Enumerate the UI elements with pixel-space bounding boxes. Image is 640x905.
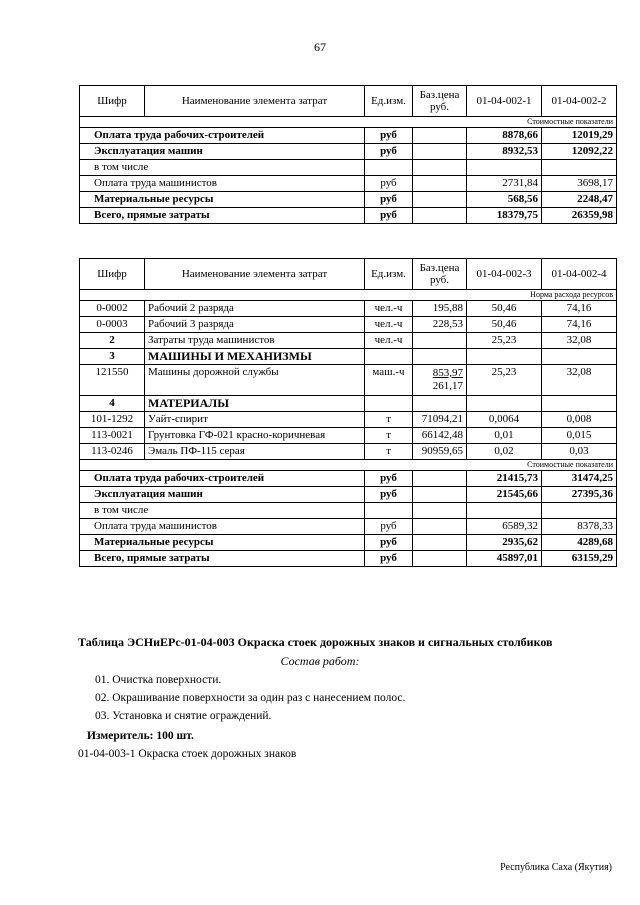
row-unit: т: [365, 428, 413, 444]
price-bottom: 261,17: [432, 380, 463, 392]
row-value-2: 74,16: [542, 317, 617, 333]
table-row: [80, 365, 617, 396]
row-code: 2: [80, 333, 145, 349]
row-value-1: 50,46: [467, 301, 542, 317]
header-code: Шифр: [80, 259, 145, 290]
row-code: 113-0246: [80, 444, 145, 460]
row-value-2: [542, 160, 617, 176]
work-item: 03. Установка и снятие ограждений.: [95, 710, 272, 722]
row-name: в том числе: [80, 160, 365, 176]
header-col-1: 01-04-002-1: [467, 86, 542, 117]
cost-table-1: [79, 85, 617, 224]
row-name: Оплата труда машинистов: [80, 519, 365, 535]
row-value-1: 568,56: [467, 192, 542, 208]
row-unit: руб: [365, 208, 413, 224]
row-value-1: 25,23: [467, 333, 542, 349]
table-header-row: [80, 86, 617, 117]
row-value-1: 45897,01: [467, 551, 542, 567]
row-unit: маш.-ч: [365, 365, 413, 396]
row-price: 66142,48: [413, 428, 467, 444]
header-col-1: 01-04-002-3: [467, 259, 542, 290]
section-label: Норма расхода ресурсов: [80, 290, 617, 301]
row-unit: руб: [365, 128, 413, 144]
row-unit: руб: [365, 144, 413, 160]
row-name: Уайт-спирит: [145, 412, 365, 428]
price-top: 853,97: [432, 367, 463, 379]
row-value-2: [542, 503, 617, 519]
row-price: [413, 208, 467, 224]
row-price: [413, 519, 467, 535]
cost-row: [80, 503, 617, 519]
row-value-2: 2248,47: [542, 192, 617, 208]
row-price: 228,53: [413, 317, 467, 333]
row-value-2: 0,015: [542, 428, 617, 444]
row-value-2: 27395,36: [542, 487, 617, 503]
row-code: 101-1292: [80, 412, 145, 428]
row-unit: чел.-ч: [365, 317, 413, 333]
row-price: [413, 535, 467, 551]
row-unit: руб: [365, 551, 413, 567]
row-unit: руб: [365, 471, 413, 487]
row-name: Рабочий 3 разряда: [145, 317, 365, 333]
row-unit: [365, 160, 413, 176]
row-value-2: 12092,22: [542, 144, 617, 160]
row-value-1: 21415,73: [467, 471, 542, 487]
cost-row: [80, 144, 617, 160]
row-value-2: 0,008: [542, 412, 617, 428]
row-unit: руб: [365, 535, 413, 551]
row-value-1: 21545,66: [467, 487, 542, 503]
cost-row: [80, 519, 617, 535]
group-code: 3: [80, 349, 145, 365]
row-unit: чел.-ч: [365, 333, 413, 349]
row-name: Материальные ресурсы: [80, 535, 365, 551]
row-name: Всего, прямые затраты: [80, 208, 365, 224]
item-code-line: 01-04-003-1 Окраска стоек дорожных знаков: [78, 748, 297, 760]
section-label: Стоимостные показатели: [80, 460, 617, 471]
header-unit: Ед.изм.: [365, 259, 413, 290]
row-name: Затраты труда машинистов: [145, 333, 365, 349]
row-value-1: [467, 160, 542, 176]
row-name: в том числе: [80, 503, 365, 519]
row-price: 71094,21: [413, 412, 467, 428]
group-header-row: [80, 349, 617, 365]
table-title: Таблица ЭСНиЕРс-01-04-003 Окраска стоек дорожных знаков и сигнальных столбиков: [78, 635, 553, 649]
row-unit: т: [365, 412, 413, 428]
header-base-price: Баз.цена руб.: [413, 86, 467, 117]
row-price: [413, 471, 467, 487]
region-footer: Республика Саха (Якутия): [500, 862, 612, 873]
cost-row: [80, 551, 617, 567]
work-item: 02. Окрашивание поверхности за один раз с нанесением полос.: [95, 692, 406, 704]
row-value-2: 3698,17: [542, 176, 617, 192]
group-header-row: [80, 396, 617, 412]
table-row: [80, 444, 617, 460]
row-value-1: 25,23: [467, 365, 542, 396]
table-row: [80, 428, 617, 444]
table-header-row: [80, 259, 617, 290]
group-title: МАТЕРИАЛЫ: [145, 396, 365, 412]
row-price: [413, 551, 467, 567]
header-col-2: 01-04-002-4: [542, 259, 617, 290]
row-name: Всего, прямые затраты: [80, 551, 365, 567]
row-value-1: 6589,32: [467, 519, 542, 535]
header-unit: Ед.изм.: [365, 86, 413, 117]
row-code: 0-0002: [80, 301, 145, 317]
cost-row: [80, 160, 617, 176]
row-value-1: [467, 503, 542, 519]
row-unit: руб: [365, 192, 413, 208]
row-price: [413, 503, 467, 519]
row-name: Оплата труда машинистов: [80, 176, 365, 192]
row-unit: [365, 503, 413, 519]
row-value-2: 4289,68: [542, 535, 617, 551]
header-base-price: Баз.цена руб.: [413, 259, 467, 290]
cost-row: [80, 208, 617, 224]
row-value-2: 12019,29: [542, 128, 617, 144]
row-unit: чел.-ч: [365, 301, 413, 317]
row-price: [413, 487, 467, 503]
row-unit: руб: [365, 519, 413, 535]
row-code: 121550: [80, 365, 145, 396]
row-value-2: 32,08: [542, 365, 617, 396]
row-name: Материальные ресурсы: [80, 192, 365, 208]
row-name: Грунтовка ГФ-021 красно-коричневая: [145, 428, 365, 444]
meter-label: Измеритель: 100 шт.: [87, 730, 194, 742]
table-row: [80, 412, 617, 428]
header-code: Шифр: [80, 86, 145, 117]
row-value-1: 0,0064: [467, 412, 542, 428]
row-unit: руб: [365, 487, 413, 503]
section-label: Стоимостные показатели: [80, 117, 617, 128]
cost-row: [80, 192, 617, 208]
row-value-2: 32,08: [542, 333, 617, 349]
group-code: 4: [80, 396, 145, 412]
group-title: МАШИНЫ И МЕХАНИЗМЫ: [145, 349, 365, 365]
cost-row: [80, 176, 617, 192]
row-value-1: 50,46: [467, 317, 542, 333]
row-value-2: 26359,98: [542, 208, 617, 224]
row-value-2: 63159,29: [542, 551, 617, 567]
row-name: Рабочий 2 разряда: [145, 301, 365, 317]
cost-row: [80, 128, 617, 144]
row-price: [413, 365, 467, 396]
row-value-2: 31474,25: [542, 471, 617, 487]
row-code: 0-0003: [80, 317, 145, 333]
table-row: [80, 301, 617, 317]
header-col-2: 01-04-002-2: [542, 86, 617, 117]
cost-row: [80, 471, 617, 487]
row-value-1: 8932,53: [467, 144, 542, 160]
row-value-1: 2935,62: [467, 535, 542, 551]
row-price: [413, 160, 467, 176]
work-item: 01. Очистка поверхности.: [95, 674, 222, 686]
row-value-2: 74,16: [542, 301, 617, 317]
cost-row: [80, 535, 617, 551]
row-value-1: 0,02: [467, 444, 542, 460]
page-number: 67: [314, 40, 326, 54]
row-name: Оплата труда рабочих-строителей: [80, 128, 365, 144]
row-name: Эксплуатация машин: [80, 144, 365, 160]
row-value-1: 18379,75: [467, 208, 542, 224]
row-name: Эмаль ПФ-115 серая: [145, 444, 365, 460]
row-unit: т: [365, 444, 413, 460]
work-composition-heading: Состав работ:: [280, 654, 360, 668]
cost-table-2: [79, 258, 617, 567]
row-unit: руб: [365, 176, 413, 192]
row-price: [413, 192, 467, 208]
cost-row: [80, 487, 617, 503]
table-row: [80, 333, 617, 349]
row-name: Машины дорожной службы: [145, 365, 365, 396]
row-value-1: 0,01: [467, 428, 542, 444]
row-value-1: 8878,66: [467, 128, 542, 144]
row-name: Оплата труда рабочих-строителей: [80, 471, 365, 487]
row-price: 195,88: [413, 301, 467, 317]
row-name: Эксплуатация машин: [80, 487, 365, 503]
row-price: 90959,65: [413, 444, 467, 460]
row-price: [413, 128, 467, 144]
header-name: Наименование элемента затрат: [145, 86, 365, 117]
row-price: [413, 176, 467, 192]
row-value-1: 2731,84: [467, 176, 542, 192]
row-price: [413, 144, 467, 160]
row-value-2: 8378,33: [542, 519, 617, 535]
row-code: 113-0021: [80, 428, 145, 444]
table-row: [80, 317, 617, 333]
header-name: Наименование элемента затрат: [145, 259, 365, 290]
row-value-2: 0,03: [542, 444, 617, 460]
